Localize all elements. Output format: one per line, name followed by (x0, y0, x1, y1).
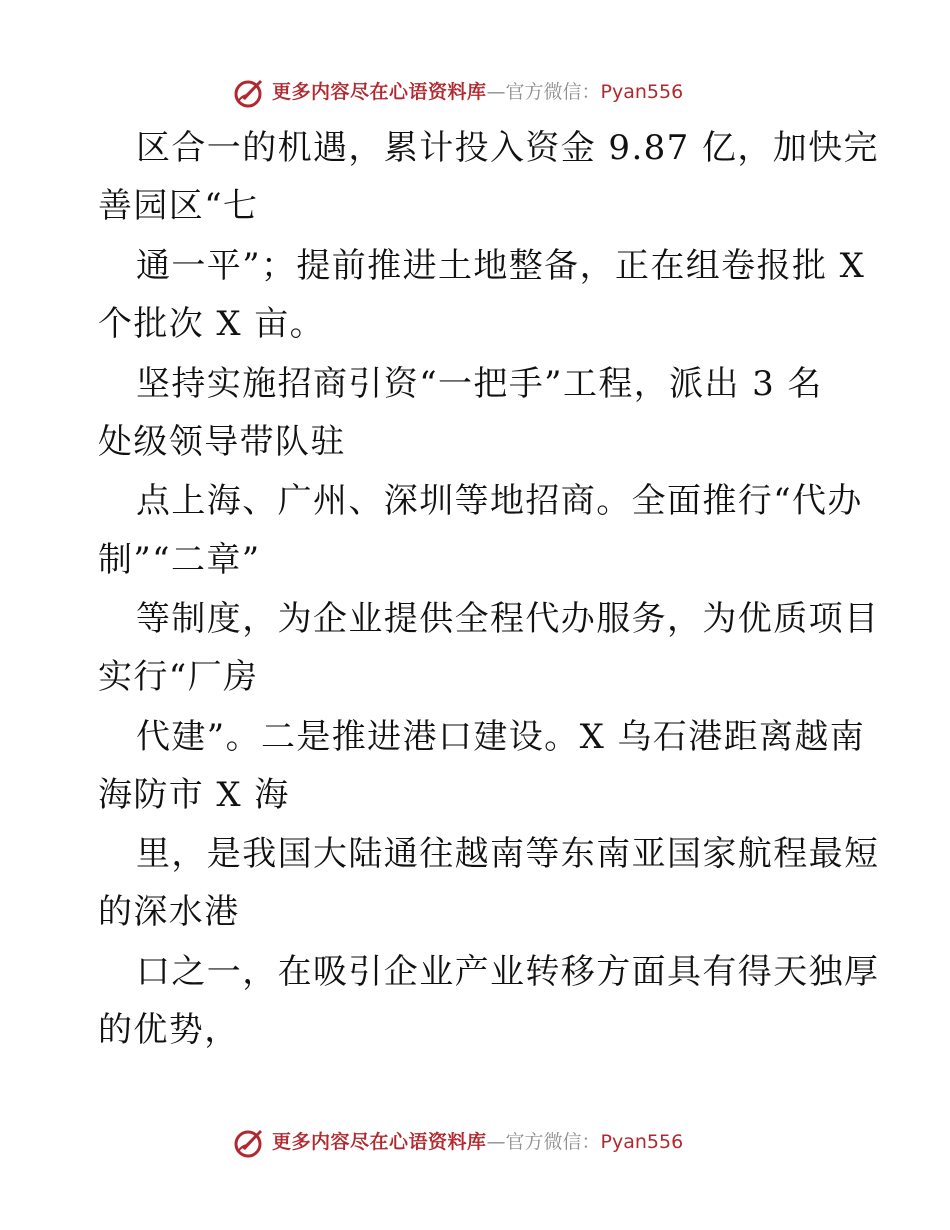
body-line: 坚持实施招商引资“一把手”工程，派出 3 名 (136, 364, 823, 404)
body-line: 区合一的机遇，累计投入资金 9.87 亿，加快完 (136, 128, 879, 168)
body-line: 通一平”；提前推进土地整备，正在组卷报批 X (136, 246, 866, 286)
body-line: 里，是我国大陆通往越南等东南亚国家航程最短 (136, 834, 880, 874)
watermark-site-text: 更多内容尽在心语资料库 (272, 81, 487, 103)
body-line: 的深水港 (98, 892, 240, 932)
footer-watermark (0, 1122, 950, 1162)
header-watermark (0, 72, 950, 112)
watermark-text (272, 78, 683, 106)
body-line: 代建”。二是推进港口建设。X 乌石港距离越南 (136, 717, 866, 757)
body-line: 个批次 X 亩。 (98, 304, 326, 344)
body-line: 善园区“七 (98, 186, 259, 226)
body-line: 实行“厂房 (98, 657, 259, 697)
watermark-dash: — (486, 1131, 506, 1153)
pen-logo-icon (233, 1126, 267, 1158)
body-line: 口之一，在吸引企业产业转移方面具有得天独厚 (136, 952, 880, 992)
pen-logo-icon (233, 76, 267, 108)
body-line: 海防市 X 海 (98, 775, 290, 815)
watermark-wechat-label: 官方微信： (505, 1131, 601, 1153)
watermark-wechat-id: Pyan556 (600, 1131, 684, 1153)
body-line: 的优势， (98, 1010, 240, 1050)
watermark-wechat-label: 官方微信： (505, 81, 601, 103)
body-line: 制”“二章” (98, 540, 261, 580)
watermark-site-text: 更多内容尽在心语资料库 (272, 1131, 487, 1153)
body-line: 点上海、广州、深圳等地招商。全面推行“代办 (136, 481, 863, 521)
watermark-dash: — (486, 81, 506, 103)
watermark-wechat-id: Pyan556 (600, 81, 684, 103)
watermark-text (272, 1128, 683, 1156)
body-line: 等制度，为企业提供全程代办服务，为优质项目 (136, 599, 880, 639)
body-line: 处级领导带队驻 (98, 422, 346, 462)
